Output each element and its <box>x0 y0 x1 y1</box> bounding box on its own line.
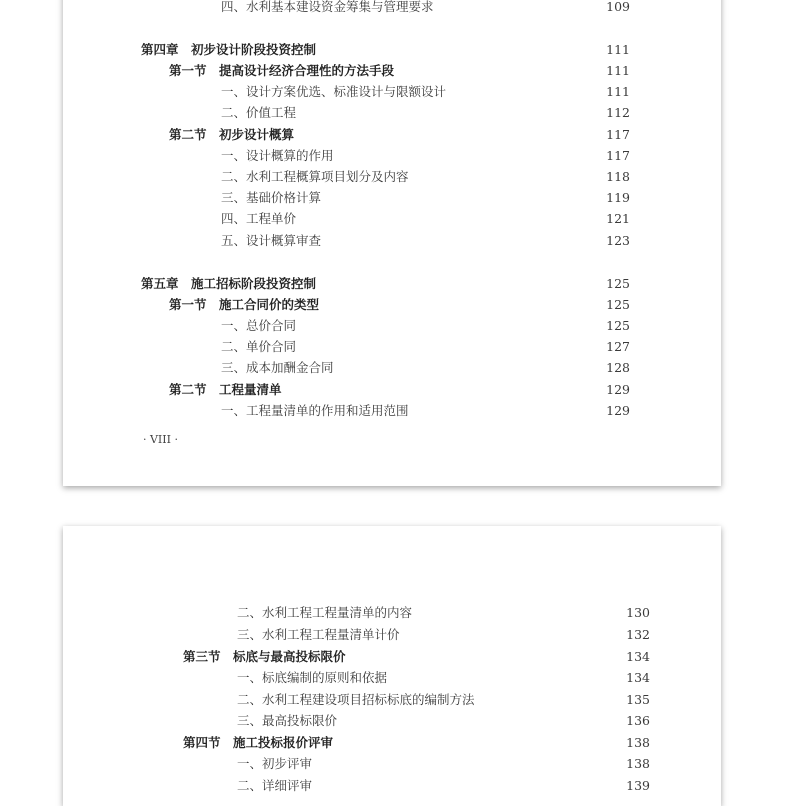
toc-chapter-title: 第五章 施工招标阶段投资控制 <box>141 276 317 291</box>
toc-entry-page: 117 <box>606 127 630 142</box>
toc-entry-title: 二、单价合同 <box>221 339 297 354</box>
toc-section-title: 第二节 初步设计概算 <box>169 127 295 142</box>
toc-entry <box>63 188 721 208</box>
toc-entry-page: 138 <box>626 756 650 771</box>
toc-page-viii <box>63 0 721 486</box>
toc-section <box>63 295 721 315</box>
toc-entry-page: 109 <box>606 0 630 14</box>
toc-entry <box>63 337 721 357</box>
toc-entry-title: 三、基础价格计算 <box>221 190 322 205</box>
toc-entry <box>63 625 721 645</box>
toc-section <box>63 61 721 81</box>
toc-entry <box>63 358 721 378</box>
toc-entry-page: 123 <box>606 233 630 248</box>
toc-page-next <box>63 526 721 806</box>
toc-entry-page: 119 <box>606 190 630 205</box>
toc-entry-title: 三、最高投标限价 <box>237 713 338 728</box>
toc-entry-page: 121 <box>606 211 630 226</box>
toc-entry <box>63 146 721 166</box>
toc-section-title: 第三节 标底与最高投标限价 <box>183 649 346 664</box>
toc-entry-title: 二、详细评审 <box>237 778 313 793</box>
toc-entry-title: 一、初步评审 <box>237 756 313 771</box>
toc-section <box>63 733 721 753</box>
page-folio: · VIII · <box>143 433 178 446</box>
toc-entry-page: 129 <box>606 382 630 397</box>
toc-entry-page: 134 <box>626 670 650 685</box>
toc-entry-page: 127 <box>606 339 630 354</box>
toc-section <box>63 380 721 400</box>
toc-entry-page: 138 <box>626 735 650 750</box>
toc-section-title: 第四节 施工投标报价评审 <box>183 735 334 750</box>
toc-entry-page: 125 <box>606 318 630 333</box>
toc-entry-page: 117 <box>606 148 630 163</box>
toc-entry <box>63 316 721 336</box>
toc-entry <box>63 690 721 710</box>
toc-entry-title: 一、设计方案优选、标准设计与限额设计 <box>221 84 447 99</box>
toc-entry-page: 130 <box>626 605 650 620</box>
toc-chapter <box>63 274 721 294</box>
toc-entry <box>63 754 721 774</box>
toc-entry <box>63 603 721 623</box>
toc-entry-title: 一、标底编制的原则和依据 <box>237 670 388 685</box>
toc-entry <box>63 167 721 187</box>
toc-entry <box>63 668 721 688</box>
toc-entry-title: 二、价值工程 <box>221 105 297 120</box>
toc-entry <box>63 711 721 731</box>
toc-entry <box>63 82 721 102</box>
toc-entry-page: 111 <box>606 84 630 99</box>
toc-section-title: 第二节 工程量清单 <box>169 382 282 397</box>
toc-entry <box>63 776 721 796</box>
toc-entry <box>63 231 721 251</box>
toc-entry-page: 125 <box>606 276 630 291</box>
toc-entry-page: 112 <box>606 105 630 120</box>
toc-section-title: 第一节 施工合同价的类型 <box>169 297 320 312</box>
toc-entry-page: 111 <box>606 63 630 78</box>
toc-entry <box>63 401 721 421</box>
toc-entry-page: 136 <box>626 713 650 728</box>
toc-entry-title: 二、水利工程概算项目划分及内容 <box>221 169 409 184</box>
toc-entry <box>63 0 721 17</box>
toc-entry-page: 129 <box>606 403 630 418</box>
toc-entry-title: 三、成本加酬金合同 <box>221 360 334 375</box>
toc-entry-title: 四、水利基本建设资金筹集与管理要求 <box>221 0 434 14</box>
toc-entry-page: 135 <box>626 692 650 707</box>
toc-entry-title: 三、水利工程工程量清单计价 <box>237 627 400 642</box>
toc-entry-page: 134 <box>626 649 650 664</box>
toc-entry-page: 132 <box>626 627 650 642</box>
toc-entry-title: 二、水利工程工程量清单的内容 <box>237 605 413 620</box>
toc-chapter <box>63 40 721 60</box>
toc-entry-title: 一、设计概算的作用 <box>221 148 334 163</box>
toc-entry <box>63 103 721 123</box>
toc-section-title: 第一节 提高设计经济合理性的方法手段 <box>169 63 395 78</box>
toc-chapter-title: 第四章 初步设计阶段投资控制 <box>141 42 317 57</box>
toc-section <box>63 647 721 667</box>
toc-entry-page: 139 <box>626 778 650 793</box>
toc-entry-title: 一、总价合同 <box>221 318 297 333</box>
toc-entry-title: 五、设计概算审查 <box>221 233 322 248</box>
toc-entry-title: 一、工程量清单的作用和适用范围 <box>221 403 409 418</box>
toc-entry-title: 二、水利工程建设项目招标标底的编制方法 <box>237 692 475 707</box>
toc-entry-title: 四、工程单价 <box>221 211 297 226</box>
toc-entry-page: 118 <box>606 169 630 184</box>
toc-entry-page: 111 <box>606 42 630 57</box>
toc-entry-page: 125 <box>606 297 630 312</box>
toc-entry-page: 128 <box>606 360 630 375</box>
toc-section <box>63 125 721 145</box>
toc-entry <box>63 209 721 229</box>
